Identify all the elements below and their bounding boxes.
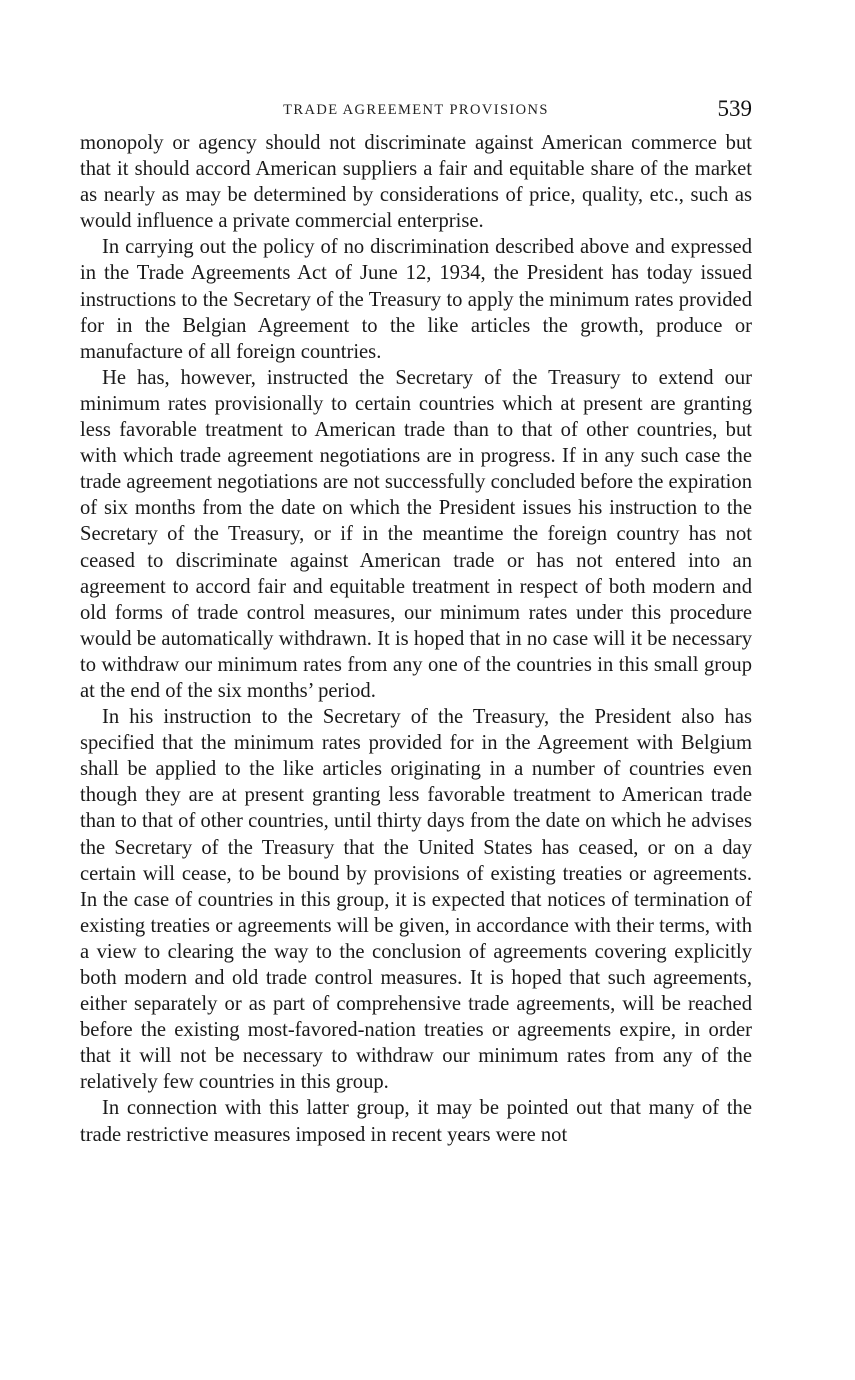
paragraph-continuation: monopoly or agency should not discriminate against American commerce but that it should accord American suppliers a fair and equitable share of the market as nearly as may be determined by considerations of price, quality, etc., such as would influence a private commercial enterprise. xyxy=(80,132,752,233)
paragraph: He has, however, instructed the Secretary of the Treasury to extend our minimum rates provisionally to certain countries which at present are granting less favorable treatment to American trade than to that of other countries, but with which trade agreement negotiations are in progress. If in any such case the trade agreement negotiations are not successfully concluded before the expiration of six months from the date on which the President issues his instruction to the Secretary of the Treasury, or if in the meantime the foreign country has not ceased to discriminate against American trade or has not entered into an agreement to accord fair and equitable treatment in respect of both modern and old forms of trade control measures, our minimum rates under this procedure would be automatically withdrawn. It is hoped that in no case will it be necessary to withdraw our minimum rates from any one of the countries in this small group at the end of the six months’ period. xyxy=(80,366,752,702)
running-header xyxy=(80,96,752,130)
paragraph: In carrying out the policy of no discrimination described above and expressed in the Trade Agreements Act of June 12, 1934, the President has today issued instructions to the Secretary of the Treasury to apply the minimum rates provided for in the Belgian Agreement to the like articles the growth, produce or manufacture of all foreign countries. xyxy=(80,236,752,363)
running-title: TRADE AGREEMENT PROVISIONS xyxy=(283,102,549,118)
body-text xyxy=(80,130,752,1148)
paragraph: In connection with this latter group, it may be pointed out that many of the trade restrictive measures imposed in recent years were not xyxy=(80,1097,752,1146)
book-page xyxy=(80,96,752,1148)
page-number: 539 xyxy=(717,96,752,121)
paragraph: In his instruction to the Secretary of the Treasury, the President also has specified that the minimum rates provided for in the Agreement with Belgium shall be applied to the like articles originating in a number of countries even though they are at present granting less favorable treatment to American trade than to that of other countries, until thirty days from the date on which he advises the Secretary of the Treasury that the United States has ceased, or on a day certain will cease, to be bound by provisions of existing treaties or agreements. In the case of countries in this group, it is expected that notices of termination of existing treaties or agreements will be given, in accordance with their terms, with a view to clearing the way to the conclusion of agreements covering explicitly both modern and old trade control measures. It is hoped that such agreements, either separately or as part of comprehensive trade agreements, will be reached before the existing most-favored-nation treaties or agreements expire, in order that it will not be necessary to withdraw our minimum rates from any of the relatively few countries in this group. xyxy=(80,706,752,1094)
